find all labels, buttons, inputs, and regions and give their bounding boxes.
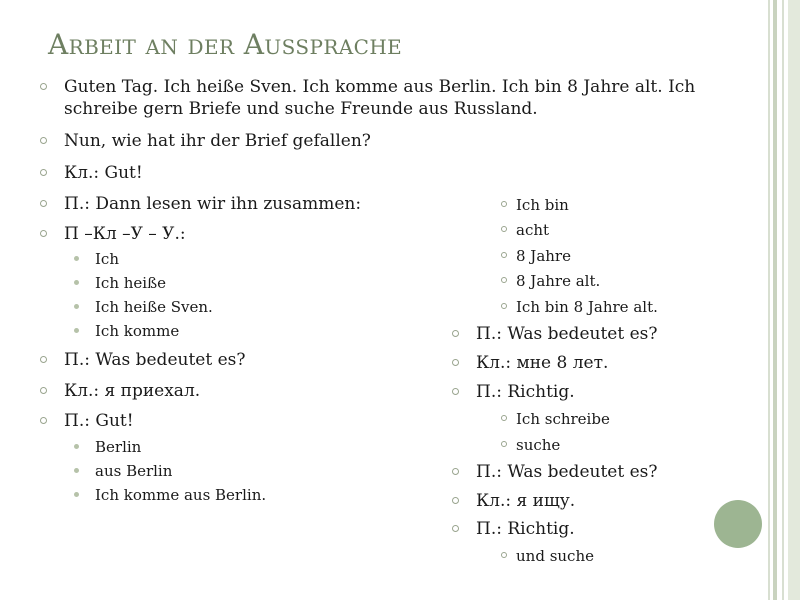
list-item-text: 8 Jahre alt.	[516, 272, 601, 290]
bullet-icon	[501, 415, 507, 421]
list-item	[64, 223, 186, 245]
list-item-text: aus Berlin	[95, 462, 173, 480]
list-item	[476, 381, 575, 403]
bullet-icon	[74, 328, 79, 333]
list-item-text: П.: Richtig.	[476, 519, 575, 539]
bullet-icon	[452, 468, 459, 475]
bullet-icon	[452, 359, 459, 366]
bullet-icon	[40, 200, 47, 207]
bullet-icon	[40, 83, 47, 90]
list-item	[64, 162, 143, 184]
decorative-circle	[714, 500, 762, 548]
list-item-text: П.: Richtig.	[476, 382, 575, 402]
bullet-icon	[40, 356, 47, 363]
sub-list-item	[516, 546, 594, 566]
list-item-text: Кл.: Gut!	[64, 163, 143, 183]
list-item-text: und suche	[516, 547, 594, 565]
list-item-text: 8 Jahre	[516, 247, 571, 265]
sub-list-item	[516, 246, 571, 266]
list-item-text: Ich bin	[516, 196, 569, 214]
list-item-text: Кл.: я приехал.	[64, 381, 201, 401]
bullet-icon	[40, 230, 47, 237]
list-item-text: Ich komme aus Berlin.	[95, 486, 267, 504]
list-item	[64, 130, 371, 152]
list-item-text: Ich bin 8 Jahre alt.	[516, 298, 658, 316]
list-item	[476, 490, 575, 512]
bullet-icon	[40, 387, 47, 394]
slide-border-decoration	[766, 0, 800, 600]
bullet-icon	[501, 201, 507, 207]
list-item-text: Кл.: я ищу.	[476, 491, 576, 511]
bullet-icon	[74, 256, 79, 261]
list-item-text: П.: Was bedeutet es?	[476, 462, 658, 482]
list-item-text: П.: Gut!	[64, 411, 134, 431]
bullet-icon	[40, 417, 47, 424]
bullet-icon	[501, 277, 507, 283]
intro-item	[64, 76, 754, 120]
list-item	[64, 193, 361, 215]
sub-list-item	[95, 273, 166, 293]
bullet-icon	[501, 552, 507, 558]
list-item-text: Ich	[95, 250, 119, 268]
list-item	[476, 352, 608, 374]
list-item	[476, 323, 657, 345]
sub-list-item	[516, 220, 549, 240]
bullet-icon	[452, 497, 459, 504]
list-item-text: Ich heiße Sven.	[95, 298, 213, 316]
list-item-text: acht	[516, 221, 550, 239]
list-item-text: Ich komme	[95, 322, 180, 340]
sub-list-item	[516, 297, 658, 317]
sub-list-item	[95, 485, 266, 505]
list-item-text: Nun, wie hat ihr der Brief gefallen?	[64, 131, 371, 151]
bullet-icon	[74, 492, 79, 497]
list-item-text: П.: Dann lesen wir ihn zusammen:	[64, 194, 362, 214]
list-item-text: П.: Was bedeutet es?	[476, 324, 658, 344]
bullet-icon	[501, 252, 507, 258]
bullet-icon	[452, 388, 459, 395]
list-item	[476, 461, 657, 483]
sub-list-item	[516, 435, 560, 455]
sub-list-item	[95, 297, 213, 317]
list-item-text: Ich heiße	[95, 274, 166, 292]
list-item-text: suche	[516, 436, 561, 454]
bullet-icon	[74, 280, 79, 285]
sub-list-item	[95, 321, 179, 341]
sub-list-item	[516, 271, 600, 291]
bullet-icon	[501, 226, 507, 232]
list-item-text: П.: Was bedeutet es?	[64, 350, 246, 370]
bullet-icon	[452, 330, 459, 337]
bullet-icon	[501, 303, 507, 309]
sub-list-item	[516, 195, 569, 215]
list-item-text: Ich schreibe	[516, 410, 610, 428]
bullet-icon	[74, 444, 79, 449]
bullet-icon	[74, 304, 79, 309]
bullet-icon	[74, 468, 79, 473]
list-item	[64, 349, 245, 371]
list-item	[64, 410, 134, 432]
sub-list-item	[95, 249, 119, 269]
list-item-text: Berlin	[95, 438, 142, 456]
sub-list-item	[95, 461, 172, 481]
bullet-icon	[40, 169, 47, 176]
sub-list-item	[95, 437, 141, 457]
sub-list-item	[516, 409, 610, 429]
intro-text: Guten Tag. Ich heiße Sven. Ich komme aus Berlin. Ich bin 8 Jahre alt. Ich schreibe gern Briefe und suche Freunde aus Russland.	[64, 77, 696, 119]
list-item	[64, 380, 200, 402]
bullet-icon	[40, 137, 47, 144]
list-item-text: Кл.: мне 8 лет.	[476, 353, 609, 373]
list-item-text: П –Кл –У – У.:	[64, 224, 186, 244]
bullet-icon	[452, 525, 459, 532]
list-item	[476, 518, 575, 540]
bullet-icon	[501, 441, 507, 447]
slide-title: Arbeit an der Aussprache	[48, 28, 403, 61]
